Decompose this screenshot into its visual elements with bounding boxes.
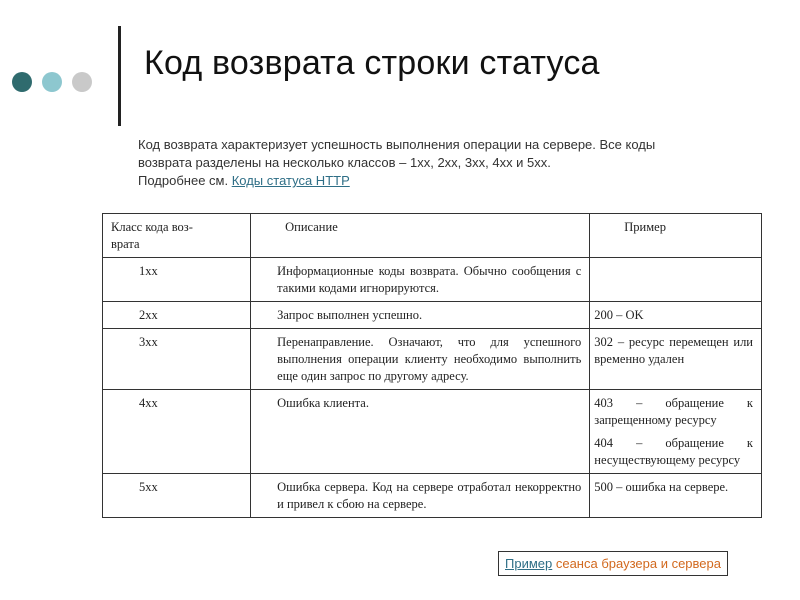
intro-line-3	[138, 172, 778, 190]
status-code-table	[102, 213, 762, 518]
cell-description: Ошибка клиента.	[251, 390, 590, 474]
class-code: 4xx	[139, 396, 158, 410]
dot-dark-teal	[12, 72, 32, 92]
cell-description: Информационные коды возврата. Обычно сообщения с такими кодами игнорируются.	[251, 258, 590, 302]
class-code: 3xx	[139, 335, 158, 349]
slide-decoration-dots	[12, 72, 92, 92]
footer-box	[498, 551, 728, 576]
http-status-codes-link[interactable]: Коды статуса HTTP	[231, 173, 350, 188]
cell-example	[590, 329, 762, 390]
table-row	[103, 474, 762, 518]
footer-rest-text: сеанса браузера и сервера	[552, 556, 721, 571]
cell-description: Перенаправление. Означают, что для успешного выполнения операции клиенту необходимо выполнить еще один запрос по другому адресу.	[251, 329, 590, 390]
example-text: 302 – ресурс перемещен или временно удален	[594, 335, 753, 366]
dot-gray	[72, 72, 92, 92]
class-code: 2xx	[139, 308, 158, 322]
example-text: 403 – обращение к запрещенному ресурсу	[594, 396, 753, 427]
cell-example	[590, 474, 762, 518]
intro-text	[138, 136, 778, 190]
table-row	[103, 329, 762, 390]
title-divider	[118, 26, 121, 126]
cell-example	[590, 302, 762, 329]
slide-title: Код возврата строки статуса	[144, 44, 600, 82]
cell-class	[103, 329, 251, 390]
class-code: 5xx	[139, 480, 158, 494]
header-example	[590, 214, 762, 258]
intro-line-1: Код возврата характеризует успешность выполнения операции на сервере. Все коды	[138, 137, 656, 152]
table-row	[103, 258, 762, 302]
example-text: 200 – OK	[594, 308, 644, 322]
header-class: Класс кода воз- врата	[103, 214, 251, 258]
intro-line-2: возврата разделены на несколько классов – 1xx, 2xx, 3xx, 4xx и 5xx.	[138, 155, 551, 170]
table-row	[103, 390, 762, 474]
header-example-label: Пример	[624, 220, 666, 234]
example-text: 404 – обращение к несуществующему ресурсу	[594, 436, 753, 467]
table-header-row	[103, 214, 762, 258]
cell-example	[590, 258, 762, 302]
table-row	[103, 302, 762, 329]
intro-line-3-prefix: Подробнее см.	[138, 173, 232, 188]
cell-class	[103, 302, 251, 329]
example-text: 500 – ошибка на сервере.	[594, 480, 729, 494]
status-code-table-wrapper	[102, 213, 762, 518]
example-session-link[interactable]: Пример	[505, 556, 553, 571]
cell-description: Ошибка сервера. Код на сервере отработал некорректно и привел к сбою на сервере.	[251, 474, 590, 518]
cell-class	[103, 390, 251, 474]
dot-light-teal	[42, 72, 62, 92]
class-code: 1xx	[139, 264, 158, 278]
header-description	[251, 214, 590, 258]
cell-description: Запрос выполнен успешно.	[251, 302, 590, 329]
table-body	[103, 258, 762, 518]
cell-example	[590, 390, 762, 474]
cell-class	[103, 258, 251, 302]
cell-class	[103, 474, 251, 518]
header-description-label: Описание	[285, 220, 338, 234]
